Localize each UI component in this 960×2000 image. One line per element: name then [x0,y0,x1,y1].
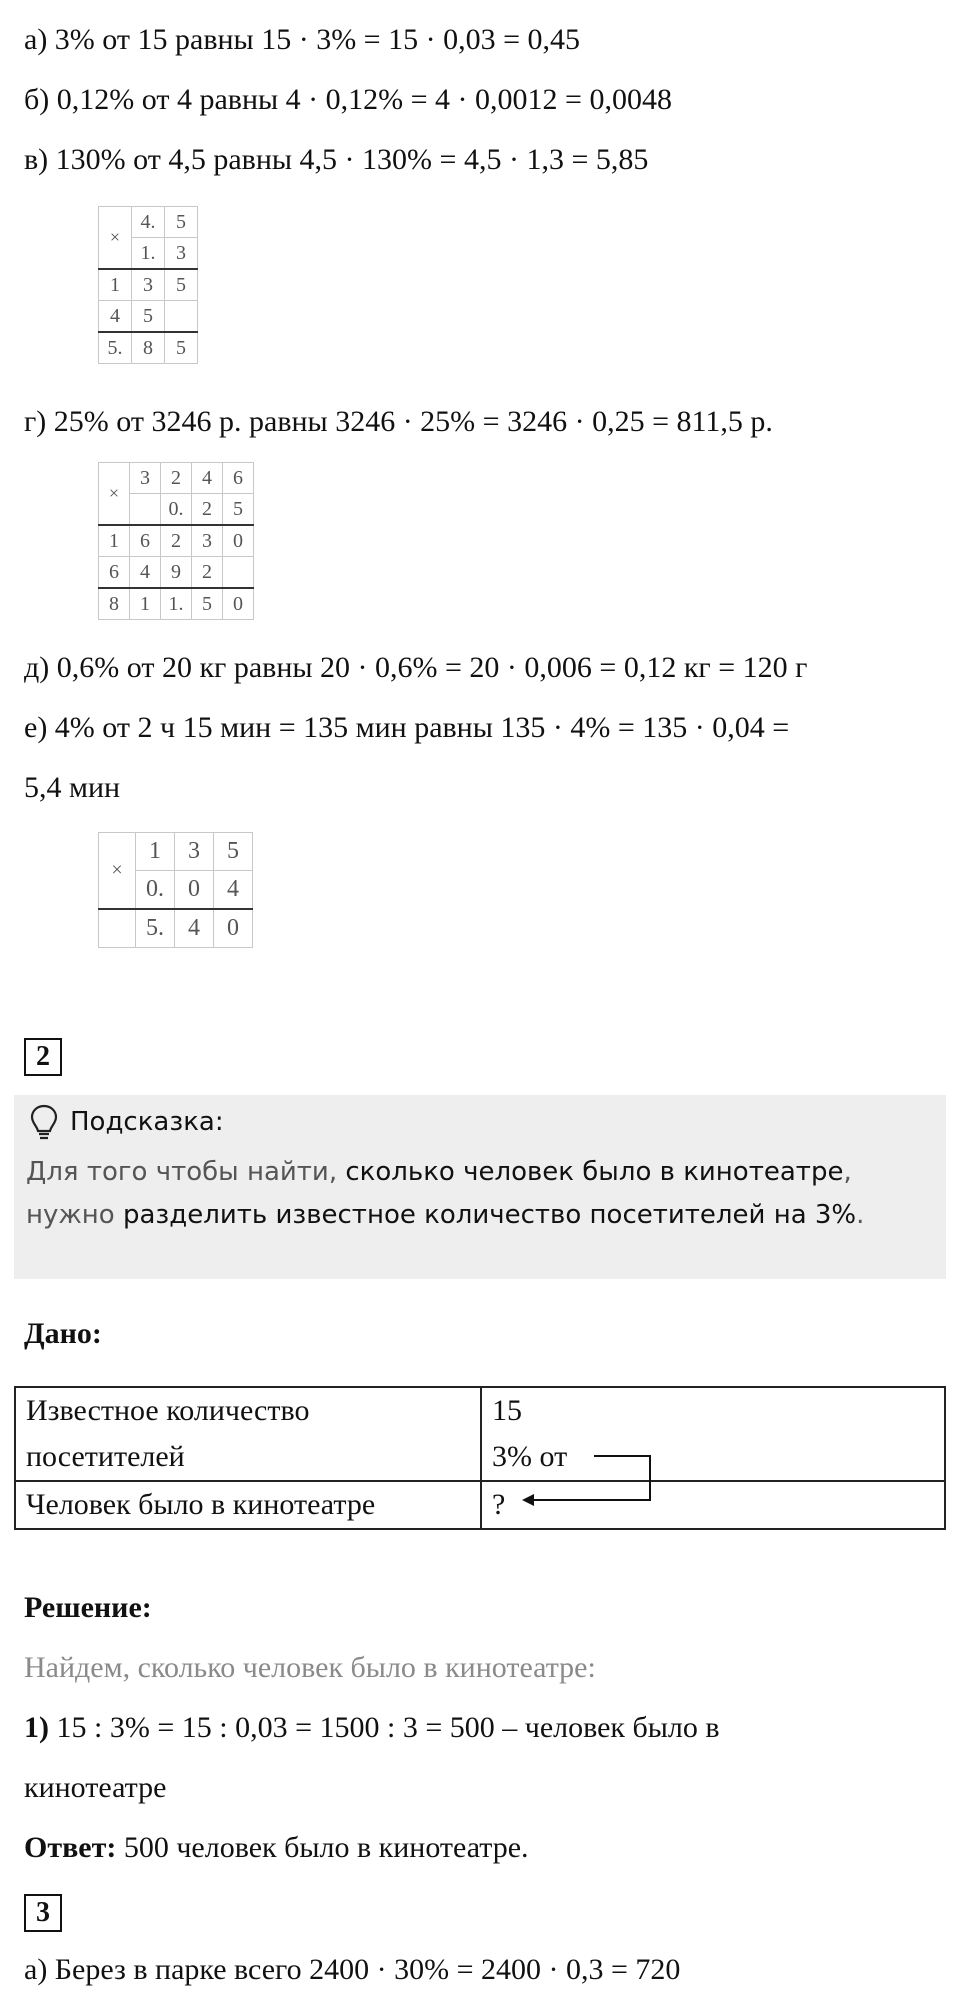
grid-cell: 6 [223,463,254,494]
hint-text: , [843,1157,852,1187]
grid-cell: 0 [223,588,254,620]
grid-cell: 4 [214,871,253,910]
grid-cell: 0 [175,871,214,910]
solution-intro: Найдем, сколько человек было в кинотеатре: [24,1651,596,1684]
solution-step-1 [24,1710,720,1746]
arrow-icon [500,1440,660,1510]
given-label: Дано: [24,1317,102,1350]
grid-cell: 2 [192,557,223,589]
grid-cell: 1 [99,525,130,557]
step-number: 1) [24,1711,49,1744]
calc-grid-g [98,462,254,620]
grid-cell: 5 [192,588,223,620]
grid-cell: 5. [136,909,175,948]
grid-cell: 4 [99,301,132,333]
grid-cell: 5 [165,332,198,364]
grid-cell: 5 [223,494,254,526]
grid-cell: 0 [214,909,253,948]
part-e-line2: 5,4 мин [24,771,121,804]
grid-cell: × [99,207,132,270]
grid-cell: 3 [132,269,165,301]
solution-label: Решение: [24,1591,152,1624]
grid-cell: 8 [132,332,165,364]
lightbulb-icon [28,1103,60,1147]
hint-text: Для того чтобы найти, [26,1157,346,1187]
grid-cell: 4. [132,207,165,238]
grid-cell: 1. [132,238,165,270]
part-g: г) 25% от 3246 р. равны 3246 · 25% = 3246 · 0,25 = 811,5 р. [24,405,773,438]
given-r1-label: Известное количество посетителей [15,1387,481,1481]
grid-cell: 3 [192,525,223,557]
part-b: б) 0,12% от 4 равны 4 · 0,12% = 4 · 0,0012 = 0,0048 [24,83,672,116]
given-r1-value-1: 15 [492,1394,522,1427]
hint-body [26,1151,936,1237]
calc-grid-e [98,832,253,948]
grid-cell: 1 [136,833,175,871]
grid-cell: 4 [192,463,223,494]
grid-cell: × [99,833,136,910]
step-text: 15 : 3% = 15 : 0,03 = 1500 : 3 = 500 – человек было в [49,1711,720,1744]
hint-highlight: разделить известное количество посетителей на 3% [122,1200,857,1230]
task-number-3: 3 [24,1894,62,1932]
answer [24,1830,529,1866]
grid-cell: 6 [130,525,161,557]
calc-grid-v [98,206,198,364]
grid-cell: 5 [132,301,165,333]
grid-cell: 3 [175,833,214,871]
part-a: а) 3% от 15 равны 15 · 3% = 15 · 0,03 = 0,45 [24,23,581,56]
grid-cell: 5 [214,833,253,871]
grid-cell: 0. [136,871,175,910]
grid-cell: 9 [161,557,192,589]
hint-text: нужно [26,1200,123,1230]
grid-cell: 5. [99,332,132,364]
grid-cell: × [99,463,130,526]
task3-part-a: а) Берез в парке всего 2400 · 30% = 2400 · 0,3 = 720 [24,1953,681,1986]
given-r2-label: Человек было в кинотеатре [15,1481,481,1529]
grid-cell: 4 [175,909,214,948]
hint-highlight: сколько человек было в кинотеатре [345,1157,844,1187]
hint-text: . [856,1200,865,1230]
grid-cell: 0 [223,525,254,557]
answer-label: Ответ: [24,1831,117,1864]
grid-cell: 2 [161,463,192,494]
given-table [14,1386,946,1530]
part-e-line1: е) 4% от 2 ч 15 мин = 135 мин равны 135 · 4% = 135 · 0,04 = [24,711,790,744]
grid-cell: 5 [165,207,198,238]
grid-cell [130,494,161,526]
grid-cell: 3 [130,463,161,494]
task-number-2: 2 [24,1038,62,1076]
answer-text: 500 человек было в кинотеатре. [116,1831,529,1864]
grid-cell: 1 [130,588,161,620]
solution-step-1-cont: кинотеатре [24,1771,167,1804]
grid-cell: 0. [161,494,192,526]
grid-cell: 1. [161,588,192,620]
grid-cell: 5 [165,269,198,301]
grid-cell: 1 [99,269,132,301]
grid-cell: 2 [192,494,223,526]
grid-cell: 6 [99,557,130,589]
hint-box [14,1095,946,1279]
grid-cell: 4 [130,557,161,589]
grid-cell [165,301,198,333]
grid-cell [99,909,136,948]
grid-cell: 8 [99,588,130,620]
given-r2-value: ? [481,1481,945,1529]
grid-cell: 2 [161,525,192,557]
part-d: д) 0,6% от 20 кг равны 20 · 0,6% = 20 · 0,006 = 0,12 кг = 120 г [24,651,808,684]
grid-cell: 3 [165,238,198,270]
hint-title: Подсказка: [70,1107,224,1137]
part-v: в) 130% от 4,5 равны 4,5 · 130% = 4,5 · 1,3 = 5,85 [24,143,649,176]
grid-cell [223,557,254,589]
given-r1-value-2: 3% от [492,1440,568,1473]
